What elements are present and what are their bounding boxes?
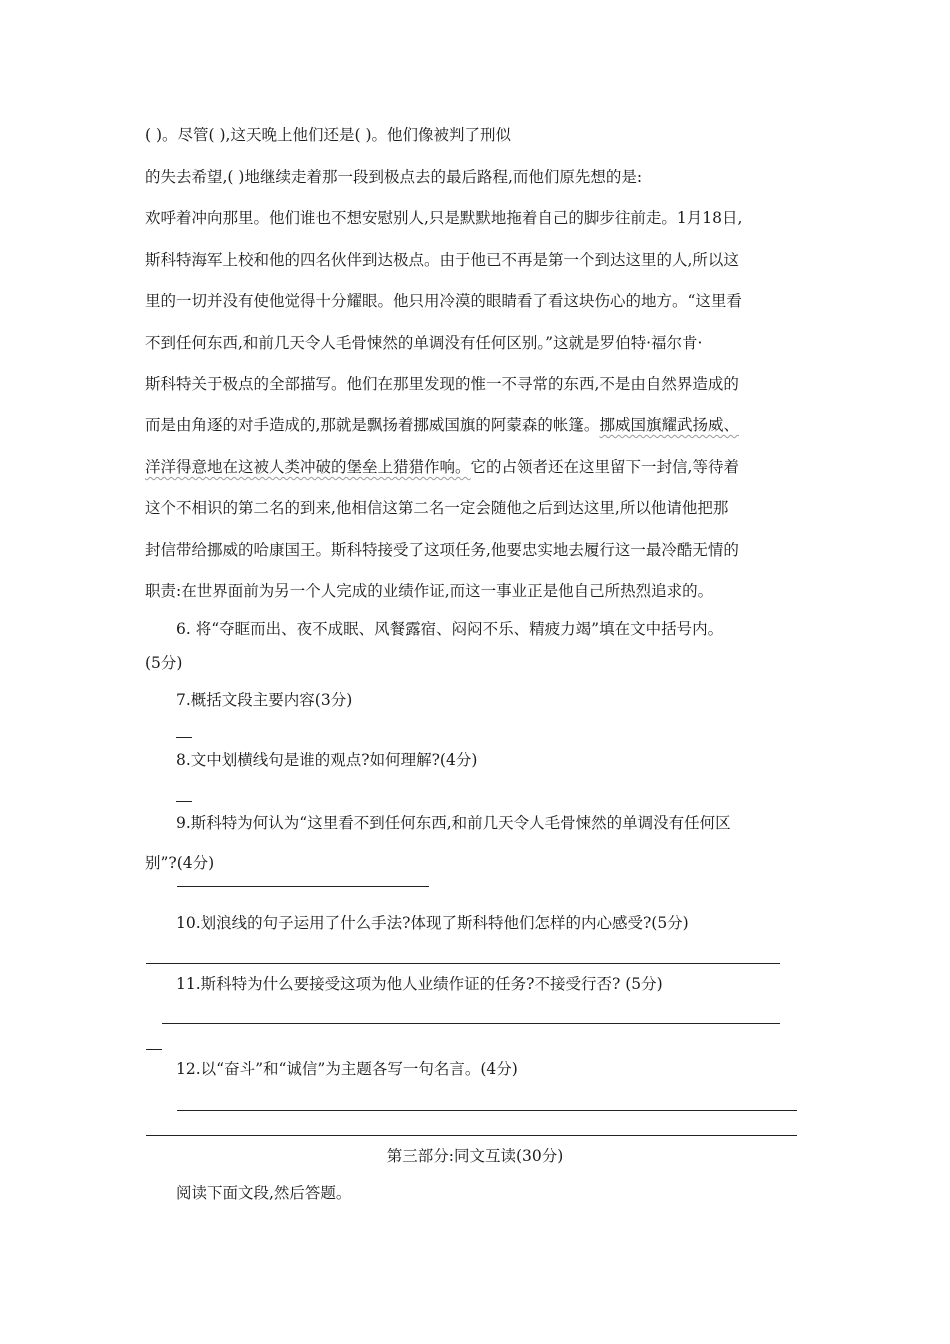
passage-line-9 <box>145 456 739 478</box>
question-9-cont: 别”?(4分) <box>145 854 215 872</box>
answer-blank-11[interactable] <box>146 1049 162 1050</box>
answer-blank-8[interactable] <box>176 801 192 802</box>
wavy-underlined-sentence-start: 挪威国旗耀武扬威、 <box>599 416 739 434</box>
answer-line-10[interactable] <box>146 963 780 964</box>
answer-blank-7[interactable] <box>176 737 192 738</box>
passage-line-3: 欢呼着冲向那里。他们谁也不想安慰别人,只是默默地拖着自己的脚步往前走。1月18日, <box>145 209 743 227</box>
passage-line-11: 封信带给挪威的哈康国王。斯科特接受了这项任务,他要忠实地去履行这一最冷酷无情的 <box>145 541 739 559</box>
answer-line-9[interactable] <box>177 886 429 887</box>
question-10: 10.划浪线的句子运用了什么手法?体现了斯科特他们怎样的内心感受?(5分) <box>176 914 689 932</box>
answer-line-12b[interactable] <box>146 1135 797 1136</box>
passage-line-10: 这个不相识的第二名的到来,他相信这第二名一定会随他之后到达这里,所以他请他把那 <box>145 499 729 517</box>
question-9: 9.斯科特为何认为“这里看不到任何东西,和前几天令人毛骨悚然的单调没有任何区 <box>176 814 731 832</box>
question-8: 8.文中划横线句是谁的观点?如何理解?(4分) <box>176 751 478 769</box>
passage-line-4: 斯科特海军上校和他的四名伙伴到达极点。由于他已不再是第一个到达这里的人,所以这 <box>145 251 739 269</box>
passage-line-2: 的失去希望,( )地继续走着那一段到极点去的最后路程,而他们原先想的是: <box>145 168 643 186</box>
section-instruction: 阅读下面文段,然后答题。 <box>176 1184 352 1202</box>
wavy-underlined-sentence-end: 洋洋得意地在这被人类冲破的堡垒上猎猎作响。 <box>145 458 471 476</box>
question-7: 7.概括文段主要内容(3分) <box>176 691 353 709</box>
answer-line-12a[interactable] <box>177 1110 797 1111</box>
passage-line-8 <box>145 414 739 436</box>
passage-line-12: 职责:在世界面前为另一个人完成的业绩作证,而这一事业正是他自己所热烈追求的。 <box>145 582 714 600</box>
passage-line-5: 里的一切并没有使他觉得十分耀眼。他只用冷漠的眼睛看了看这块伤心的地方。“这里看 <box>145 292 742 310</box>
question-12: 12.以“奋斗”和“诚信”为主题各写一句名言。(4分) <box>176 1060 518 1078</box>
question-6: 6. 将“夺眶而出、夜不成眠、风餐露宿、闷闷不乐、精疲力竭”填在文中括号内。 <box>176 620 724 638</box>
question-6-score: (5分) <box>145 654 183 672</box>
passage-line-9-text: 它的占领者还在这里留下一封信,等待着 <box>470 458 739 476</box>
question-11: 11.斯科特为什么要接受这项为他人业绩作证的任务?不接受行否? (5分) <box>176 975 663 993</box>
section-title: 第三部分:同文互读(30分) <box>386 1147 564 1165</box>
passage-line-7: 斯科特关于极点的全部描写。他们在那里发现的惟一不寻常的东西,不是由自然界造成的 <box>145 375 739 393</box>
passage-line-6: 不到任何东西,和前几天令人毛骨悚然的单调没有任何区别。”这就是罗伯特·福尔肯· <box>145 334 703 352</box>
answer-line-11[interactable] <box>162 1023 780 1024</box>
passage-line-8-text: 而是由角逐的对手造成的,那就是飘扬着挪威国旗的阿蒙森的帐篷。 <box>145 416 600 434</box>
passage-line-1: ( )。尽管( ),这天晚上他们还是( )。他们像被判了刑似 <box>145 126 511 144</box>
